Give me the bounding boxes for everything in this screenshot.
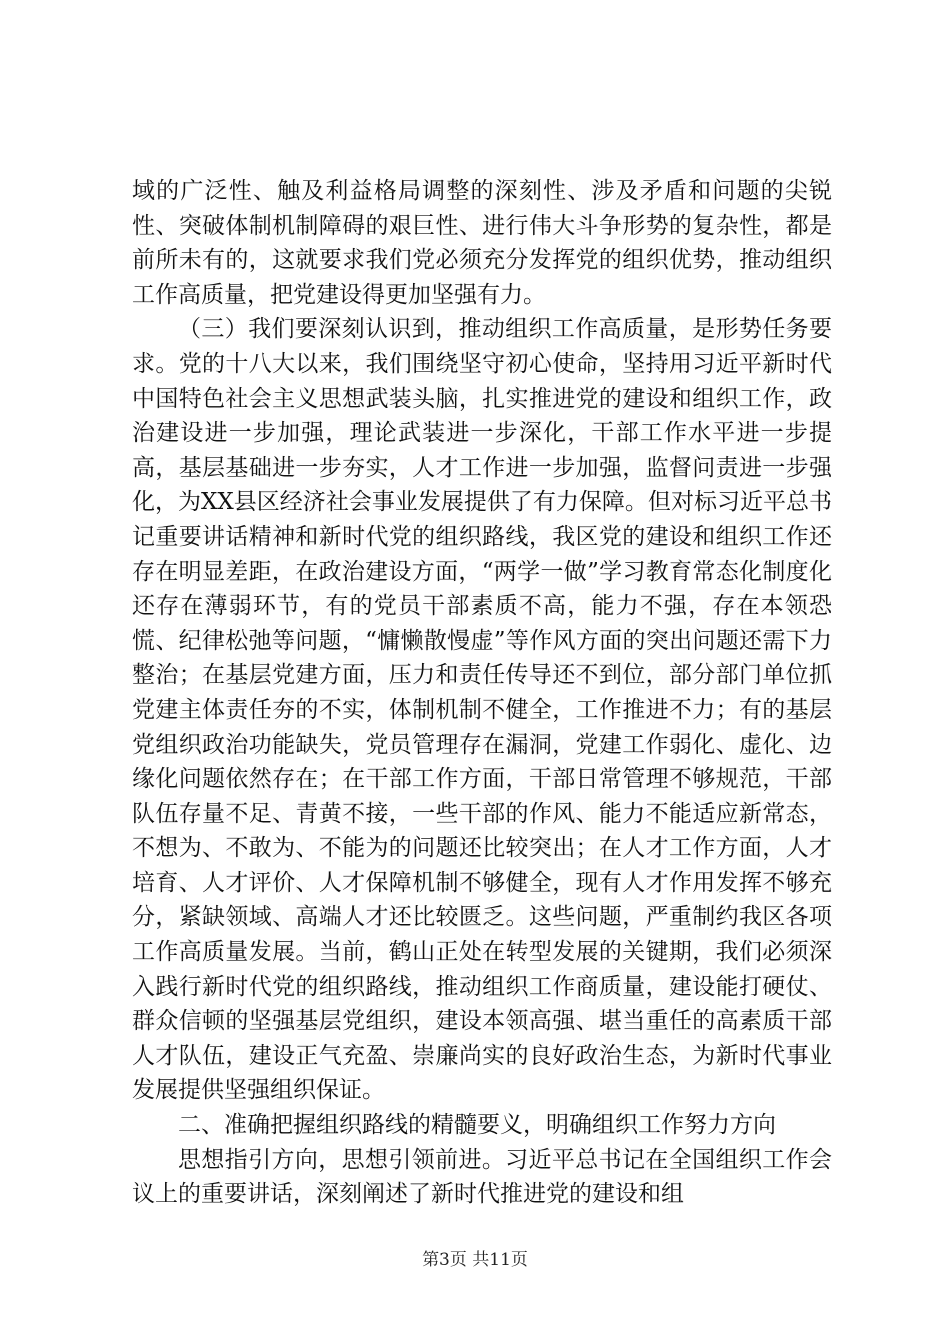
document-body (132, 174, 832, 1212)
paragraph-continuation: 域的广泛性、触及利益格局调整的深刻性、涉及矛盾和问题的尖锐性、突破体制机制障碍的艰巨性、进行伟大斗争形势的复杂性，都是前所未有的，这就要求我们党必须充分发挥党的组织优势，推动组织工作高质量，把党建设得更加坚强有力。 (132, 178, 832, 308)
section-heading-two: 二、准确把握组织路线的精髓要义，明确组织工作努力方向 (178, 1112, 776, 1139)
page-footer: 第3页 共11页 (422, 1250, 528, 1270)
paragraph-section-two-intro: 思想指引方向，思想引领前进。习近平总书记在全国组织工作会议上的重要讲话，深刻阐述了新时代推进党的建设和组 (132, 1146, 832, 1208)
paragraph-section-three: （三）我们要深刻认识到，推动组织工作高质量，是形势任务要求。党的十八大以来，我们围绕坚守初心使命，坚持用习近平新时代中国特色社会主义思想武装头脑，扎实推进党的建设和组织工作，政治建设进一步加强，理论武装进一步深化，干部工作水平进一步提高，基层基础进一步夯实，人才工作进一步加强，监督问责进一步强化，为XX县区经济社会事业发展提供了有力保障。但对标习近平总书记重要讲话精神和新时代党的组织路线，我区党的建设和组织工作还存在明显差距，在政治建设方面，“两学一做”学习教育常态化制度化还存在薄弱环节，有的党员干部素质不高，能力不强，存在本领恐慌、纪律松弛等问题，“慵懒散慢虚”等作风方面的突出问题还需下力整治；在基层党建方面，压力和责任传导还不到位，部分部门单位抓党建主体责任夯的不实，体制机制不健全，工作推进不力；有的基层党组织政治功能缺失，党员管理存在漏洞，党建工作弱化、虚化、边缘化问题依然存在；在干部工作方面，干部日常管理不够规范，干部队伍存量不足、青黄不接，一些干部的作风、能力不能适应新常态，不想为、不敢为、不能为的问题还比较突出；在人才工作方面，人才培育、人才评价、人才保障机制不够健全，现有人才作用发挥不够充分，紧缺领域、高端人才还比较匮乏。这些问题，严重制约我区各项工作高质量发展。当前，鹤山正处在转型发展的关键期，我们必须深入践行新时代党的组织路线，推动组织工作商质量，建设能打硬仗、群众信顿的坚强基层党组织，建设本领高强、堪当重任的高素质干部人才队伍，建设正气充盈、崇廉尚实的良好政治生态，为新时代事业发展提供坚强组织保证。 (132, 316, 832, 1104)
